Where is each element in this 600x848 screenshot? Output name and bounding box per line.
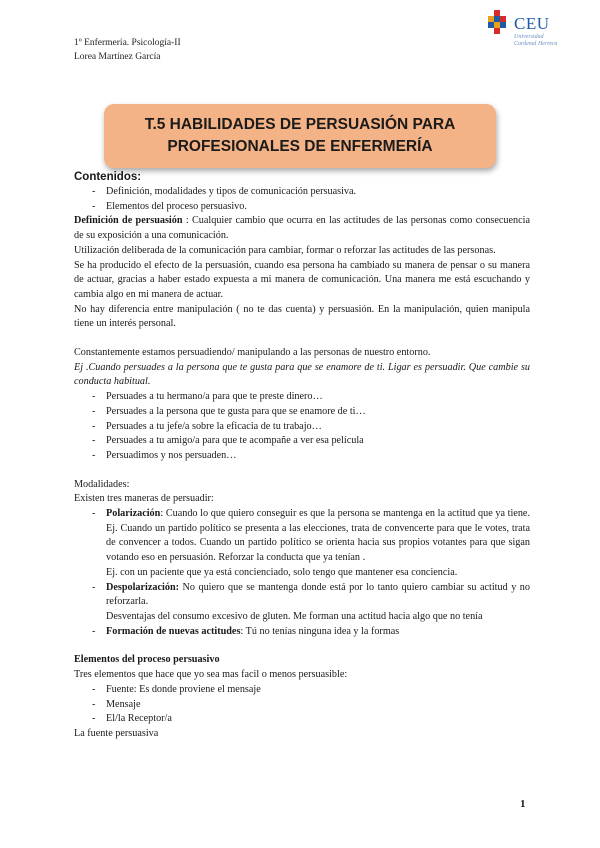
paragraph: Tres elementos que hace que yo sea mas facil o menos persuasible: [74, 669, 348, 681]
title-line-1: T.5 HABILIDADES DE PERSUASIÓN PARA [144, 116, 456, 133]
list-item: - Persuades a tu jefe/a sobre la eficacia de tu trabajo… [74, 420, 530, 435]
elementos-list [74, 683, 530, 727]
title-line-2: PROFESIONALES DE ENFERMERÍA [167, 138, 433, 155]
contenidos-heading: Contenidos: [74, 171, 142, 183]
paragraph: Existen tres maneras de persuadir: [74, 493, 214, 505]
list-item: - Despolarización: No quiero que se mantenga donde está por lo tanto quiero cambiar su actitud y no reforzarla. [74, 581, 530, 610]
definicion-paragraph [74, 214, 530, 243]
elementos-heading: Elementos del proceso persuasivo [74, 654, 220, 666]
list-item: - El/la Receptor/a [74, 712, 530, 727]
example-text: Desventajas del consumo excesivo de gluten. Me forman una actitud hacia algo que no tenía [106, 610, 483, 622]
definicion-text: : Cualquier cambio que ocurra en las actitudes de las personas como consecuencia de su exposición a una comunicación. [74, 215, 531, 242]
list-item: - Mensaje [74, 698, 530, 713]
polarizacion-label: Polarización [106, 508, 161, 520]
contenidos-list [74, 185, 530, 214]
example-text: Ej .Cuando persuades a la persona que te gusta para que se enamore de ti. Ligar es persuadir. Que cambie su conducta habitual. [74, 361, 530, 388]
university-logo [484, 10, 580, 50]
despolarizacion-label: Despolarización: [106, 581, 179, 593]
document-body [74, 170, 530, 742]
list-item: - Polarización: Cuando lo que quiero conseguir es que la persona se mantenga en la actitud que ya tiene. Ej. Cuando un partido político se presenta a las elecciones, trata de convencerte para que le votes, trata de convencer a todos. Cuando un partido político se orienta hacia sus propios votantes para que sigan votando eso en persuasión. Reforzar la conducta que ya tenían . [74, 507, 530, 566]
modalidades-heading: Modalidades: [74, 478, 130, 490]
example-text: Ej. con un paciente que ya está concienciado, solo tengo que mantener esa conciencia. [106, 566, 458, 578]
list-item: - Fuente: Es donde proviene el mensaje [74, 683, 530, 698]
list-item: - Definición, modalidades y tipos de comunicación persuasiva. [74, 185, 530, 200]
paragraph: No hay diferencia entre manipulación ( no te das cuenta) y persuasión. En la manipulación, quien manipula tiene un interés personal. [74, 303, 530, 330]
list-item: - Elementos del proceso persuasivo. [74, 200, 530, 215]
paragraph: Utilización deliberada de la comunicación para cambiar, formar o reforzar las actitudes de las personas. [74, 244, 496, 256]
definicion-label: Definición de persuasión [74, 215, 183, 227]
list-item: - Persuades a la persona que te gusta para que se enamore de ti… [74, 405, 530, 420]
paragraph: La fuente persuasiva [74, 727, 159, 739]
formacion-label: Formación de nuevas actitudes [106, 625, 241, 637]
paragraph: Constantemente estamos persuadiendo/ manipulando a las personas de nuestro entorno. [74, 347, 431, 359]
ceu-emblem-icon [484, 10, 510, 36]
list-item: - Persuadimos y nos persuaden… [74, 449, 530, 464]
page-number: 1 [520, 798, 526, 810]
list-item: - Persuades a tu hermano/a para que te preste dinero… [74, 390, 530, 405]
logo-subtitle: Universidad Cardenal Herrera [514, 34, 558, 47]
modalidades-list [74, 507, 530, 566]
author-line: Lorea Martínez García [74, 52, 161, 62]
list-item: - Persuades a tu amigo/a para que te acompañe a ver esa película [74, 434, 530, 449]
paragraph: Se ha producido el efecto de la persuasión, cuando esa persona ha cambiado su manera de pensar o su manera de actuar, gracias a haber estado expuesta a mi manera de comunicación. Una manera me está escuchando y cambia algo en mi manera de actuar. [74, 259, 530, 300]
logo-name: CEU [514, 14, 550, 33]
course-line: 1º Enfermería. Psicología-II [74, 38, 181, 48]
chapter-title [104, 104, 496, 168]
persuasion-examples-list [74, 390, 530, 464]
document-header [74, 36, 181, 64]
list-item: - Formación de nuevas actitudes: Tú no tenías ninguna idea y la formas [74, 625, 530, 640]
